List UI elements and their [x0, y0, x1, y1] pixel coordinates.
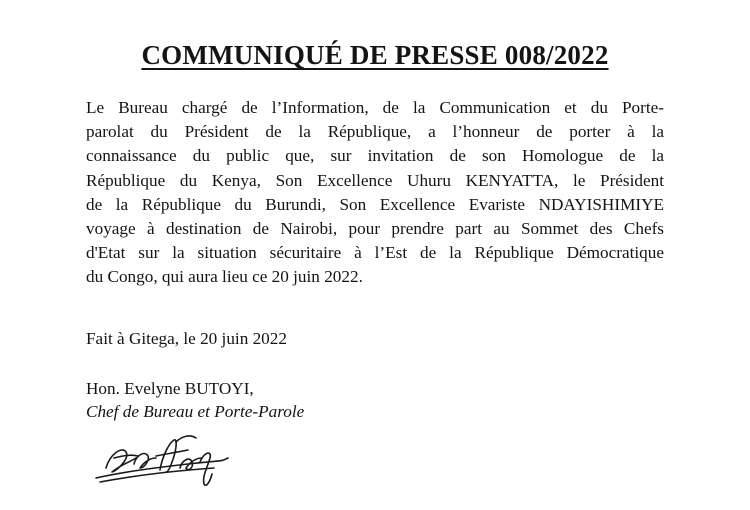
body-line: Le Bureau chargé de l’Information, de la Communication et du Porte-	[86, 98, 664, 117]
body-line: de la République du Burundi, Son Excellence Evariste NDAYISHIMIYE	[86, 194, 664, 214]
body-line: parolat du Président de la République, a l’honneur de porter à la	[86, 122, 664, 142]
body-line: République du Kenya, Son Excellence Uhuru KENYATTA, le Président	[86, 170, 664, 190]
communique-body	[86, 96, 664, 290]
body-line: d'Etat sur la situation sécuritaire à l’Est de la République Démocratique	[86, 243, 664, 263]
place-and-date: Fait à Gitega, le 20 juin 2022	[86, 329, 287, 348]
handwritten-signature-icon	[92, 428, 232, 494]
document-title	[0, 38, 750, 72]
body-line: du Congo, qui aura lieu ce 20 juin 2022.	[86, 267, 363, 287]
signer-name: Hon. Evelyne BUTOYI,	[86, 379, 254, 398]
signer-role: Chef de Bureau et Porte-Parole	[86, 402, 305, 421]
body-line: voyage à destination de Nairobi, pour prendre part au Sommet des Chefs	[86, 219, 664, 239]
body-line: connaissance du public que, sur invitation de son Homologue de la	[86, 146, 664, 166]
document-title-text: COMMUNIQUÉ DE PRESSE 008/2022	[141, 40, 609, 70]
